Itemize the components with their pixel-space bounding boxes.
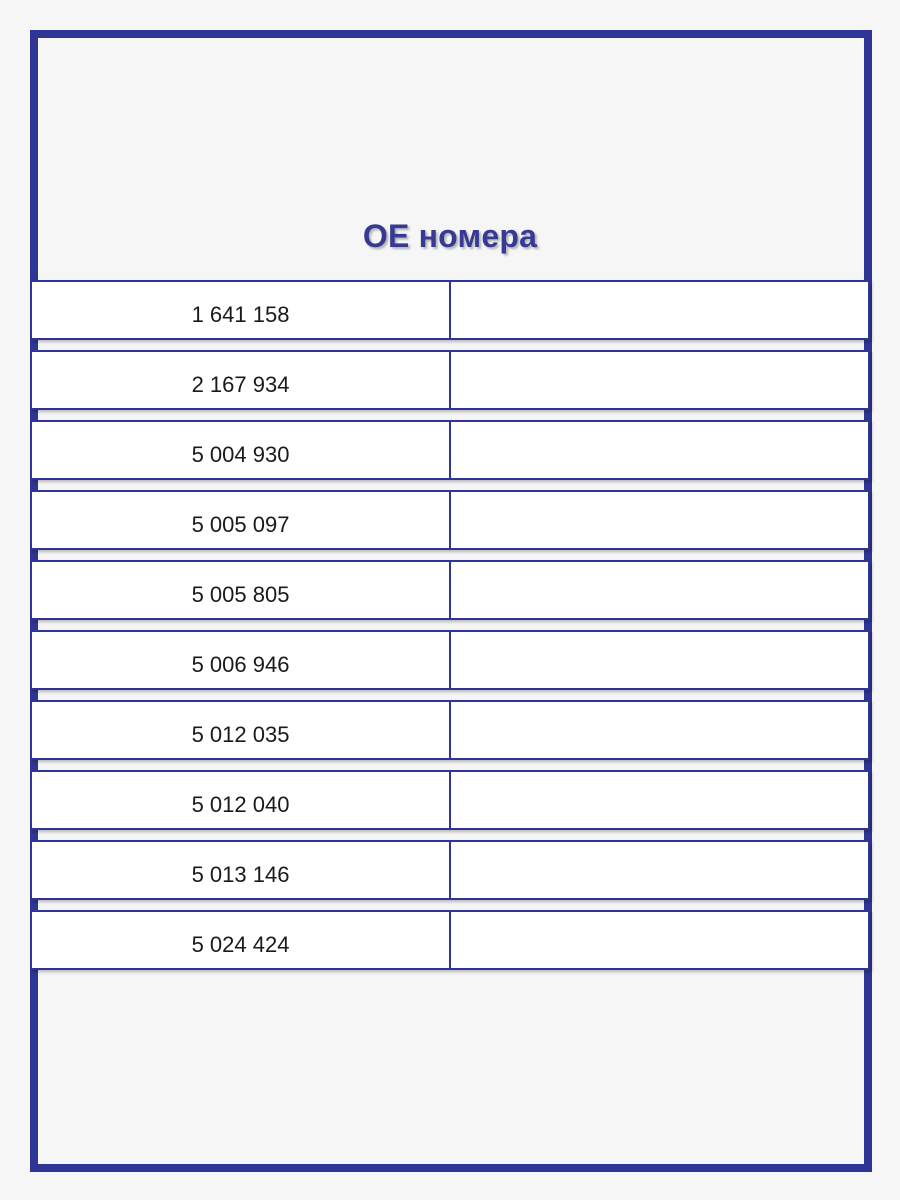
empty-cell bbox=[451, 282, 868, 338]
empty-cell bbox=[451, 352, 868, 408]
table-row bbox=[30, 350, 870, 410]
oe-number-cell: 5 004 930 bbox=[32, 422, 451, 478]
empty-cell bbox=[451, 842, 868, 898]
page-title: ОЕ номера bbox=[362, 218, 538, 254]
table-row bbox=[30, 560, 870, 620]
empty-cell bbox=[451, 702, 868, 758]
oe-number-cell: 5 013 146 bbox=[32, 842, 451, 898]
table-row bbox=[30, 630, 870, 690]
empty-cell bbox=[451, 632, 868, 688]
oe-number-cell: 5 012 035 bbox=[32, 702, 451, 758]
empty-cell bbox=[451, 422, 868, 478]
table-row bbox=[30, 700, 870, 760]
table-row bbox=[30, 770, 870, 830]
empty-cell bbox=[451, 492, 868, 548]
table-row bbox=[30, 490, 870, 550]
oe-number-cell: 5 005 805 bbox=[32, 562, 451, 618]
oe-number-cell: 5 006 946 bbox=[32, 632, 451, 688]
oe-number-cell: 2 167 934 bbox=[32, 352, 451, 408]
empty-cell bbox=[451, 912, 868, 968]
empty-cell bbox=[451, 772, 868, 828]
table-row bbox=[30, 280, 870, 340]
table-row bbox=[30, 910, 870, 970]
oe-number-cell: 5 005 097 bbox=[32, 492, 451, 548]
oe-number-cell: 1 641 158 bbox=[32, 282, 451, 338]
table-row bbox=[30, 420, 870, 480]
empty-cell bbox=[451, 562, 868, 618]
table-row bbox=[30, 840, 870, 900]
oe-number-cell: 5 012 040 bbox=[32, 772, 451, 828]
oe-number-cell: 5 024 424 bbox=[32, 912, 451, 968]
